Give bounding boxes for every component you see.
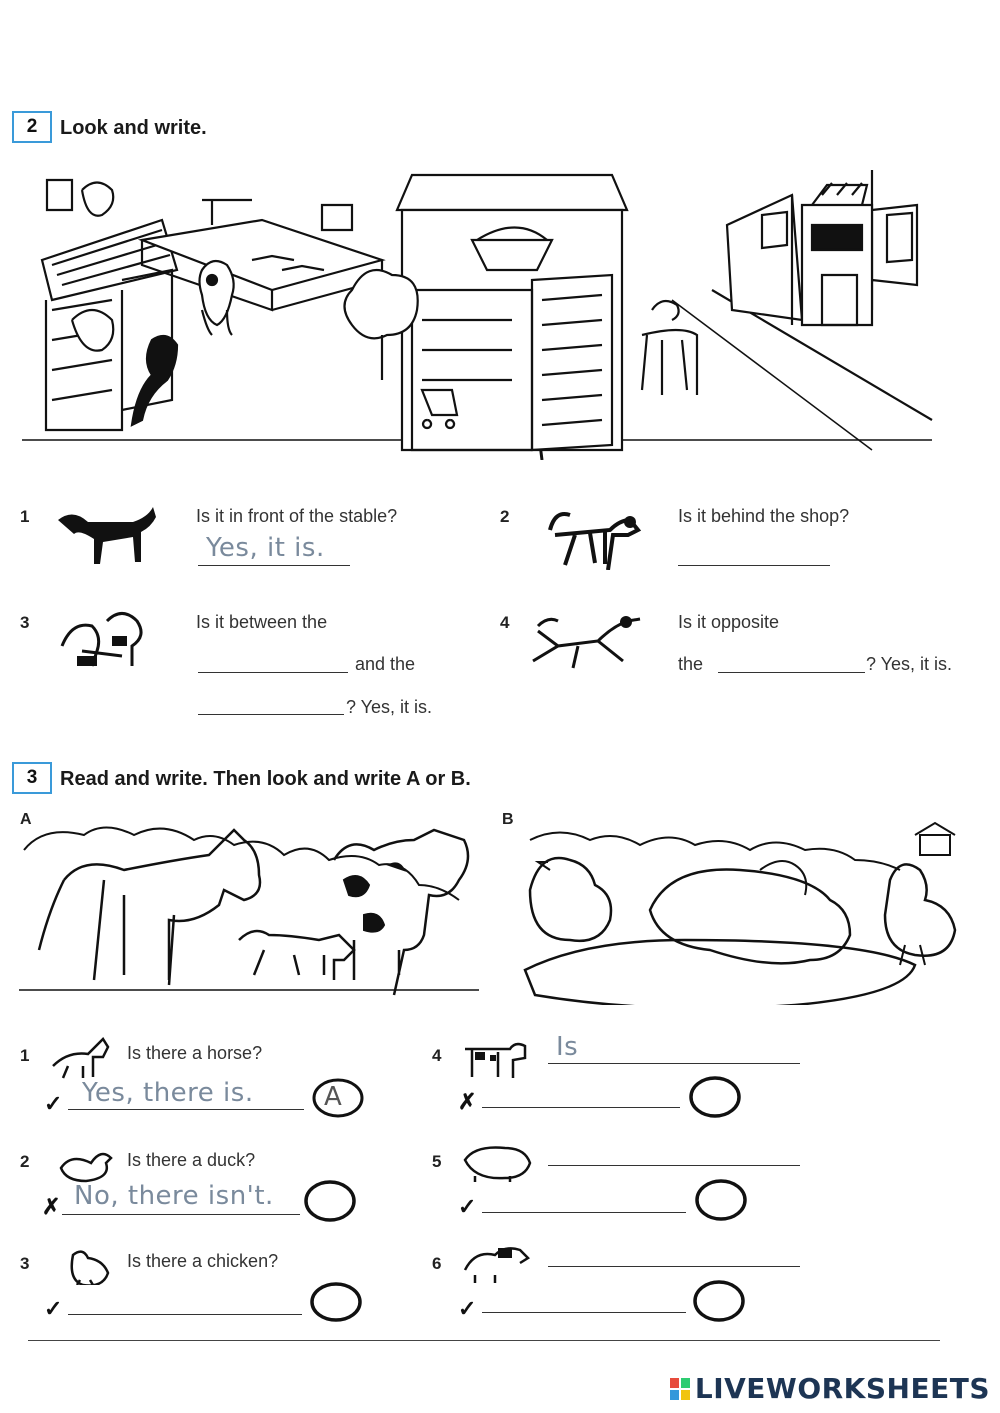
s3-q4-mark: ✗ bbox=[458, 1089, 477, 1114]
s3-q2-answer-oval[interactable] bbox=[302, 1178, 358, 1224]
dog-thumbnail-2 bbox=[535, 500, 645, 570]
cinema-drawing bbox=[727, 170, 917, 325]
horse-drawing bbox=[39, 830, 260, 985]
s2-q2-text: Is it behind the shop? bbox=[678, 506, 850, 526]
s3-q4-answer-line[interactable] bbox=[482, 1107, 680, 1108]
s3-q5-answer-oval[interactable] bbox=[692, 1177, 750, 1223]
s2-q3-blank-2[interactable] bbox=[198, 714, 344, 715]
s3-q2-text: Is there a duck? bbox=[127, 1150, 256, 1170]
s3-q2-mark: ✗ bbox=[42, 1194, 61, 1219]
s2-q1-answer[interactable]: Yes, it is. bbox=[206, 533, 325, 563]
s2-q4-text-c: ? Yes, it is. bbox=[866, 654, 953, 674]
s3-q6-number: 6 bbox=[432, 1254, 442, 1273]
s3-q5-number: 5 bbox=[432, 1152, 442, 1171]
s3-q2-number: 2 bbox=[20, 1152, 30, 1171]
s3-q6-answer-oval[interactable] bbox=[690, 1278, 748, 1324]
s3-q1-answer-line bbox=[68, 1109, 304, 1110]
cow-thumbnail bbox=[460, 1037, 530, 1081]
s3-q3-number: 3 bbox=[20, 1254, 30, 1273]
two-dogs-thumbnail bbox=[52, 606, 156, 672]
s3-q5-answer-line[interactable] bbox=[482, 1212, 686, 1213]
footer-divider bbox=[28, 1340, 940, 1341]
s2-q1-text: Is it in front of the stable? bbox=[196, 506, 398, 526]
s3-q1-number: 1 bbox=[20, 1046, 30, 1065]
s3-q1-mark: ✓ bbox=[44, 1091, 63, 1116]
s2-q4-text-b: the bbox=[678, 654, 704, 674]
chicken-thumbnail bbox=[58, 1245, 116, 1285]
s3-q4-text[interactable]: Is bbox=[556, 1032, 579, 1062]
section3-number-box bbox=[12, 762, 52, 794]
s3-q4-answer-oval[interactable] bbox=[686, 1074, 744, 1120]
duck-thumbnail bbox=[56, 1143, 114, 1183]
s3-q6-mark: ✓ bbox=[458, 1296, 477, 1321]
section2-title: Look and write. bbox=[60, 117, 207, 139]
dog-thumbnail-1 bbox=[48, 500, 160, 572]
s3-q4-question-line bbox=[548, 1063, 800, 1064]
s3-q2-answer-line bbox=[62, 1214, 300, 1215]
s2-q3-text-c: ? Yes, it is. bbox=[346, 697, 433, 717]
s2-q4-blank[interactable] bbox=[718, 672, 865, 673]
puppy-drawing bbox=[239, 931, 354, 980]
section3-title: Read and write. Then look and write A or B. bbox=[60, 768, 471, 790]
s3-q5-mark: ✓ bbox=[458, 1194, 477, 1219]
s2-q3-blank-1[interactable] bbox=[198, 672, 348, 673]
liveworksheets-logo-icon bbox=[669, 1376, 691, 1402]
s3-q5-question-line[interactable] bbox=[548, 1165, 800, 1166]
brand-text: LIVEWORKSHEETS bbox=[694, 1372, 990, 1405]
s3-q6-answer-line[interactable] bbox=[482, 1312, 686, 1313]
section2-number-box bbox=[12, 111, 52, 143]
s3-q4-number: 4 bbox=[432, 1046, 442, 1065]
s3-q3-answer-line[interactable] bbox=[68, 1314, 302, 1315]
s2-q2-number: 2 bbox=[500, 507, 510, 526]
town-scene-illustration bbox=[12, 150, 942, 460]
farm-picture-a bbox=[14, 820, 484, 1005]
running-dog-thumbnail bbox=[528, 606, 648, 676]
cow-drawing bbox=[334, 830, 468, 995]
s2-q1-number: 1 bbox=[20, 507, 30, 526]
s2-q2-answer-line[interactable] bbox=[678, 565, 830, 566]
s3-q3-answer-oval[interactable] bbox=[308, 1280, 364, 1324]
picture-a-label: A bbox=[20, 811, 32, 828]
s2-q3-text-a: Is it between the bbox=[196, 612, 328, 632]
s3-q1-answer[interactable]: Yes, there is. bbox=[82, 1078, 254, 1108]
s3-q2-answer[interactable]: No, there isn't. bbox=[74, 1181, 274, 1211]
s3-q1-text: Is there a horse? bbox=[127, 1043, 263, 1063]
chicken-drawing bbox=[885, 864, 955, 965]
pig-drawing bbox=[650, 861, 850, 963]
s3-q3-text: Is there a chicken? bbox=[127, 1251, 279, 1271]
liveworksheets-brand bbox=[669, 1372, 990, 1405]
s3-q6-question-line[interactable] bbox=[548, 1266, 800, 1267]
shop-drawing bbox=[345, 175, 628, 450]
swimming-pool-drawing bbox=[142, 200, 382, 310]
stable-drawing bbox=[42, 180, 177, 430]
s3-q1-letter: A bbox=[324, 1082, 343, 1112]
section3-number: 3 bbox=[26, 767, 38, 788]
s2-q4-text-a: Is it opposite bbox=[678, 612, 780, 632]
s2-q3-number: 3 bbox=[20, 613, 30, 632]
s2-q1-answer-line bbox=[198, 565, 350, 566]
s2-q3-text-b: and the bbox=[355, 654, 416, 674]
duck-drawing bbox=[530, 858, 611, 941]
horse-thumbnail bbox=[48, 1036, 114, 1080]
s3-q3-mark: ✓ bbox=[44, 1296, 63, 1321]
s2-q4-number: 4 bbox=[500, 613, 510, 632]
picture-b-label: B bbox=[502, 811, 514, 828]
dog-and-cow-thumbnail bbox=[460, 1240, 532, 1286]
farm-picture-b bbox=[510, 820, 965, 1005]
pig-thumbnail bbox=[460, 1140, 534, 1184]
section2-number: 2 bbox=[26, 116, 38, 137]
